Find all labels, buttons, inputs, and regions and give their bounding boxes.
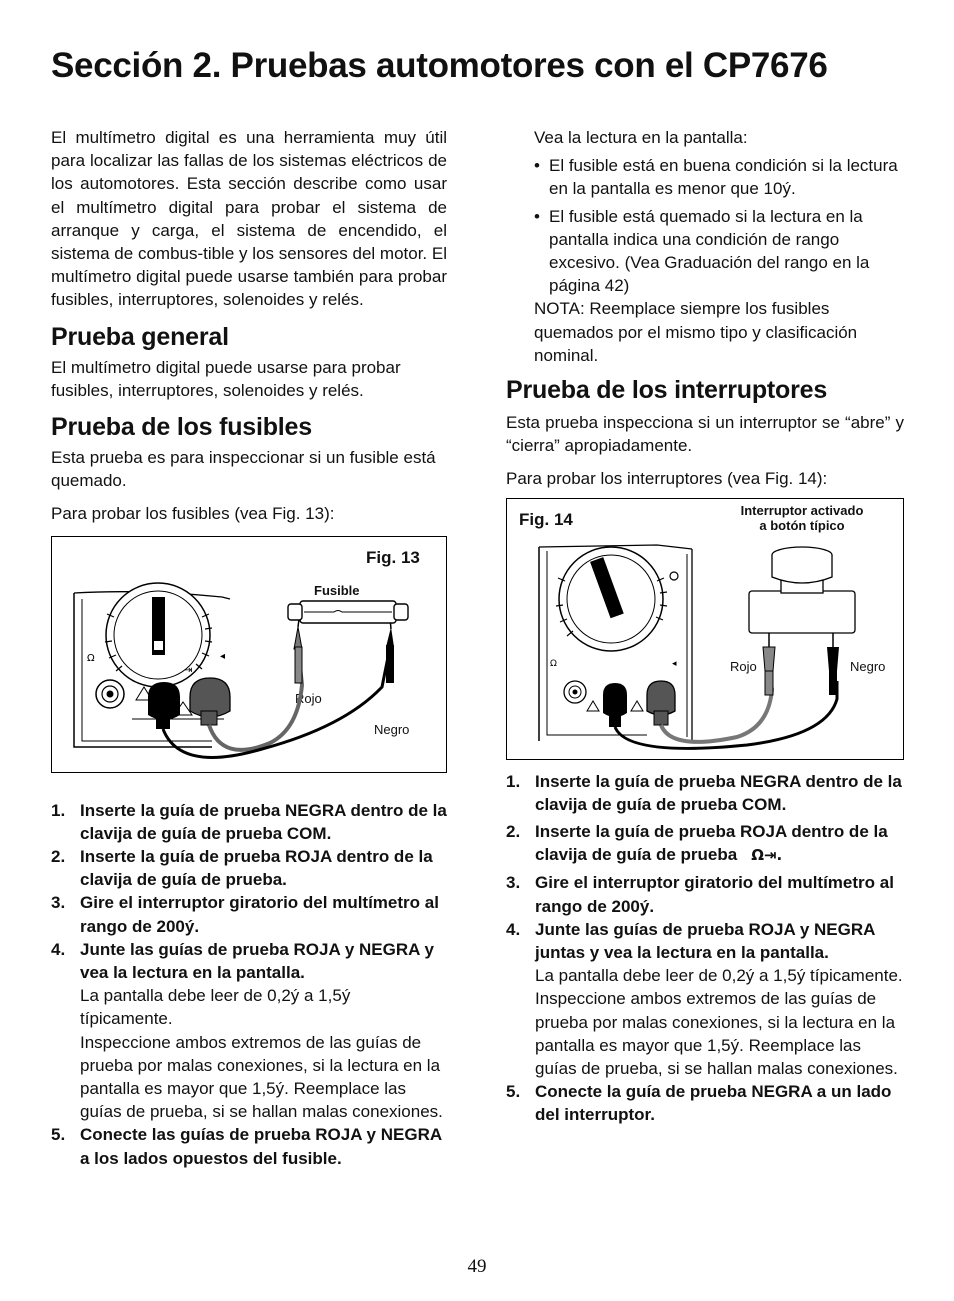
fuse-steps-list xyxy=(51,799,447,1170)
see-reading-text: Vea la lectura en la pantalla: xyxy=(534,128,748,147)
switch-step-5: 5. Conecte la guía de prueba NEGRA a un lado del interruptor. xyxy=(506,1082,892,1125)
svg-text:⇥: ⇥ xyxy=(184,664,193,676)
red-lead-label: Rojo xyxy=(295,690,322,706)
svg-text:Ω: Ω xyxy=(87,652,95,664)
fuse-step-5: 5. Conecte las guías de prueba ROJA y NEGRA a los lados opuestos del fusible. xyxy=(51,1125,442,1168)
fuse-step-4: 4. Junte las guías de prueba ROJA y NEGRA y vea la lectura en la pantalla. La pantalla debe leer de 0,2ý a 1,5ý típicamente. Inspeccione ambos extremos de las guías de prueba por malas conexiones, si la lectura en la pantalla es mayor que 1,5ý. Reemplace las guías de prueba, si se hallan malas conexiones. xyxy=(51,939,443,1122)
svg-text:◂: ◂ xyxy=(220,650,226,662)
fuses-heading: Prueba de los fusibles xyxy=(51,413,312,442)
figure-13-label: Fig. 13 xyxy=(366,547,420,567)
red-lead-label: Rojo xyxy=(730,658,757,674)
black-lead-label: Negro xyxy=(374,721,410,737)
fuse-note: NOTA: Reemplace siempre los fusibles quemados por el mismo tipo y clasificación nominal. xyxy=(534,299,858,365)
switch-caption: Interruptor activado a botón típico xyxy=(740,502,864,533)
bullet-good-fuse: • El fusible está en buena condición si la lectura en la pantalla es menor que 10ý. xyxy=(534,154,904,200)
fuse-step-3: 3. Gire el interruptor giratorio del multímetro al rango de 200ý. xyxy=(51,893,439,936)
ohm-diode-symbol: Ω⇥. xyxy=(751,846,783,865)
switch-step-4: 4. Junte las guías de prueba ROJA y NEGRA juntas y vea la lectura en la pantalla. La pantalla debe leer de 0,2ý a 1,5ý típicamente. Inspeccione ambos extremos de las guías de prueba por malas conexiones, si la lectura en la pantalla es mayor que 1,5ý. Reemplace las guías de prueba, si se hallan malas conexiones. xyxy=(506,919,903,1079)
figure-14-label: Fig. 14 xyxy=(519,509,573,529)
svg-text:◂: ◂ xyxy=(672,658,677,669)
general-heading: Prueba general xyxy=(51,322,229,351)
fuse-test-illustration xyxy=(52,537,446,772)
intro-paragraph: El multímetro digital es una herramienta muy útil para localizar las fallas de los sistemas eléctricos de los automotores. Esta sección describe como usar el multímetro digital para probar el sistema de arranque y carga, el sistema de encendido, el sistema de combus-tible y los sensores del motor. El multímetro digital puede usarse también para probar fusibles, interruptores, solenoides y relés. xyxy=(51,128,447,310)
left-column xyxy=(51,126,447,1170)
fuse-step-1: 1. Inserte la guía de prueba NEGRA dentro de la clavija de guía de prueba COM. xyxy=(51,800,447,843)
bullet-blown-fuse: • El fusible está quemado si la lectura en la pantalla indica una condición de rango excesivo. (Vea Graduación del rango en la página 42) xyxy=(534,205,904,298)
fuses-paragraph: Esta prueba es para inspeccionar si un fusible está quemado. xyxy=(51,448,436,491)
black-lead-label: Negro xyxy=(850,658,886,674)
fuse-step-2: 2. Inserte la guía de prueba ROJA dentro de la clavija de guía de prueba. xyxy=(51,847,433,890)
figure-13 xyxy=(51,536,447,773)
switch-steps-list xyxy=(506,770,904,1127)
svg-text:Ω: Ω xyxy=(550,658,557,669)
switch-heading: Prueba de los interruptores xyxy=(506,376,828,405)
switch-test-illustration xyxy=(507,499,903,759)
switch-step-3: 3. Gire el interruptor giratorio del multímetro al rango de 200ý. xyxy=(506,873,894,916)
fuses-see-figure: Para probar los fusibles (vea Fig. 13): xyxy=(51,504,335,524)
page-number: 49 xyxy=(467,1256,487,1277)
switch-step-1: 1. Inserte la guía de prueba NEGRA dentro de la clavija de guía de prueba COM. xyxy=(506,771,902,814)
switch-step-2: 2. Inserte la guía de prueba ROJA dentro de la clavija de guía de prueba Ω⇥. xyxy=(506,822,888,865)
switch-paragraph: Esta prueba inspecciona si un interruptor se “abre” y “cierra” apropiadamente. xyxy=(506,413,904,456)
right-column xyxy=(506,126,904,1127)
figure-14 xyxy=(506,498,904,760)
page-title: Sección 2. Pruebas automotores con el CP7676 xyxy=(51,46,828,85)
switch-see-figure: Para probar los interruptores (vea Fig. 14): xyxy=(506,469,828,489)
fuse-label: Fusible xyxy=(314,582,360,598)
fuse-result-bullets xyxy=(534,154,904,297)
general-paragraph: El multímetro digital puede usarse para probar fusibles, interruptores, solenoides y relés. xyxy=(51,357,401,400)
